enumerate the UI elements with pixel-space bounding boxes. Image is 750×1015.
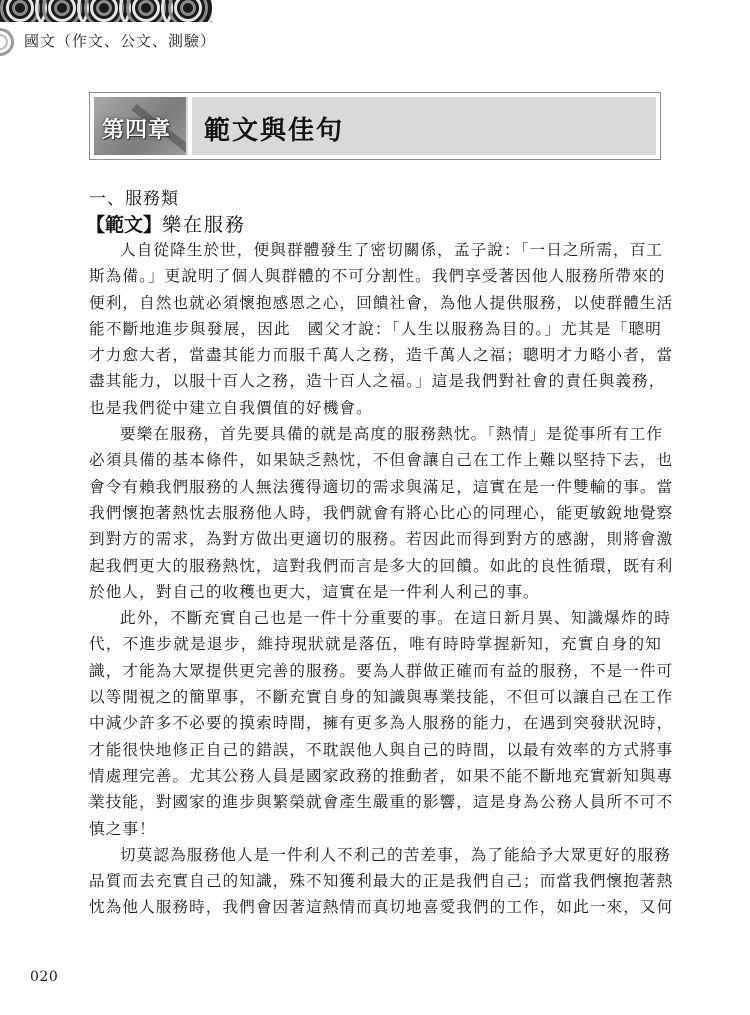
- essay-tag: 【範文】: [86, 214, 163, 236]
- paragraph-line: 才能很快地修正自己的錯誤，不耽誤他人與自己的時間，以最有效率的方式將事: [89, 740, 674, 759]
- decorative-circles-band: [0, 0, 212, 22]
- paragraph: [89, 842, 674, 921]
- paragraph-line: 才力愈大者，當盡其能力而服千萬人之務，造千萬人之福；聰明才力略小者，當: [89, 346, 674, 365]
- paragraph-line: 也是我們從中建立自我價值的好機會。: [89, 398, 373, 417]
- paragraph-line: 中減少許多不必要的摸索時間，擁有更多為人服務的能力，在遇到突發狀況時，: [89, 714, 674, 733]
- paragraph-line: 我們懷抱著熱忱去服務他人時，我們就會有將心比心的同理心，能更敏銳地覺察: [89, 503, 674, 522]
- chapter-number: 第四章: [102, 117, 172, 143]
- paragraph-line: 斯為備。」更說明了個人與群體的不可分割性。我們享受著因他人服務所帶來的: [89, 267, 666, 286]
- decorative-ring: [54, 0, 70, 16]
- paragraph-line: 品質而去充實自己的知識，殊不知獲利最大的正是我們自己；而當我們懷抱著熱: [89, 872, 674, 891]
- book-title: 國文（作文、公文、測驗）: [24, 32, 217, 50]
- decorative-ring: [12, 0, 28, 16]
- paragraph-line: 會令有賴我們服務的人無法獲得適切的需求與滿足，這實在是一件雙輸的事。當: [89, 477, 674, 496]
- page-number: 020: [30, 969, 59, 985]
- chapter-banner-inner: [94, 97, 656, 155]
- paragraph-line: 業技能，對國家的進步與繁榮就會產生嚴重的影響，這是身為公務人員所不可不: [89, 793, 674, 812]
- section-heading: 一、服務類: [89, 189, 179, 209]
- paragraph-line: 便利，自然也就必須懷抱感恩之心，回饋社會，為他人提供服務，以使群體生活: [89, 293, 674, 312]
- paragraph: [89, 237, 674, 421]
- paragraph-line: 此外，不斷充實自己也是一件十分重要的事。在這日新月異、知識爆炸的時: [120, 609, 671, 628]
- paragraph-line: 能不斷地進步與發展，因此 國父才說：「人生以服務為目的。」尤其是「聰明: [89, 319, 662, 338]
- paragraph-line: 於他人，對自己的收穫也更大，這實在是一件利人利己的事。: [89, 582, 540, 601]
- paragraph-line: 人自從降生於世，便與群體發生了密切關係，孟子說：「一日之所需，百工: [120, 241, 664, 259]
- decorative-ring: [180, 0, 196, 16]
- paragraph-line: 識，才能為大眾提供更完善的服務。要為人群做正確而有益的服務，不是一件可: [89, 661, 674, 680]
- chapter-label-image: [94, 97, 186, 155]
- paragraph-line: 情處理完善。尤其公務人員是國家政務的推動者，如果不能不斷地充實新知與專: [89, 766, 674, 785]
- page-header: [0, 0, 750, 60]
- paragraph-line: 起我們更大的服務熱忱，這對我們而言是多大的回饋。如此的良性循環，既有利: [89, 556, 674, 575]
- essay-title: 樂在服務: [162, 214, 247, 236]
- paragraph-line: 盡其能力，以服十百人之務，造十百人之福。」這是我們對社會的責任與義務，: [89, 372, 666, 391]
- paragraph-line: 要樂在服務，首先要具備的就是高度的服務熱忱。「熱情」是從事所有工作: [120, 425, 664, 444]
- chapter-divider: [188, 97, 192, 155]
- paragraph: [89, 421, 674, 605]
- chapter-banner: [89, 92, 661, 160]
- paragraph-line: 到對方的需求，為對方做出更適切的服務。若因此而得到對方的感謝，則將會激: [89, 530, 674, 549]
- paragraph: [89, 605, 674, 842]
- paragraph-line: 以等閒視之的簡單事，不斷充實自身的知識與專業技能，不但可以讓自己在工作: [89, 688, 674, 707]
- essay-heading: [86, 210, 246, 237]
- chapter-title: 範文與佳句: [204, 116, 345, 146]
- essay-body: [89, 237, 674, 921]
- paragraph-line: 忱為他人服務時，我們會因著這熱情而真切地喜愛我們的工作，如此一來，又何: [89, 898, 674, 917]
- paragraph-line: 必須具備的基本條件，如果缺乏熱忱，不但會讓自己在工作上難以堅持下去，也: [89, 451, 674, 470]
- decorative-ring: [138, 0, 154, 16]
- paragraph-line: 代，不進步就是退步，維持現狀就是落伍，唯有時時掌握新知，充實自身的知: [89, 635, 662, 654]
- paragraph-line: 切莫認為服務他人是一件利人不利己的苦差事，為了能給予大眾更好的服務: [120, 845, 671, 864]
- decorative-ring: [96, 0, 112, 16]
- paragraph-line: 慎之事！: [89, 819, 156, 838]
